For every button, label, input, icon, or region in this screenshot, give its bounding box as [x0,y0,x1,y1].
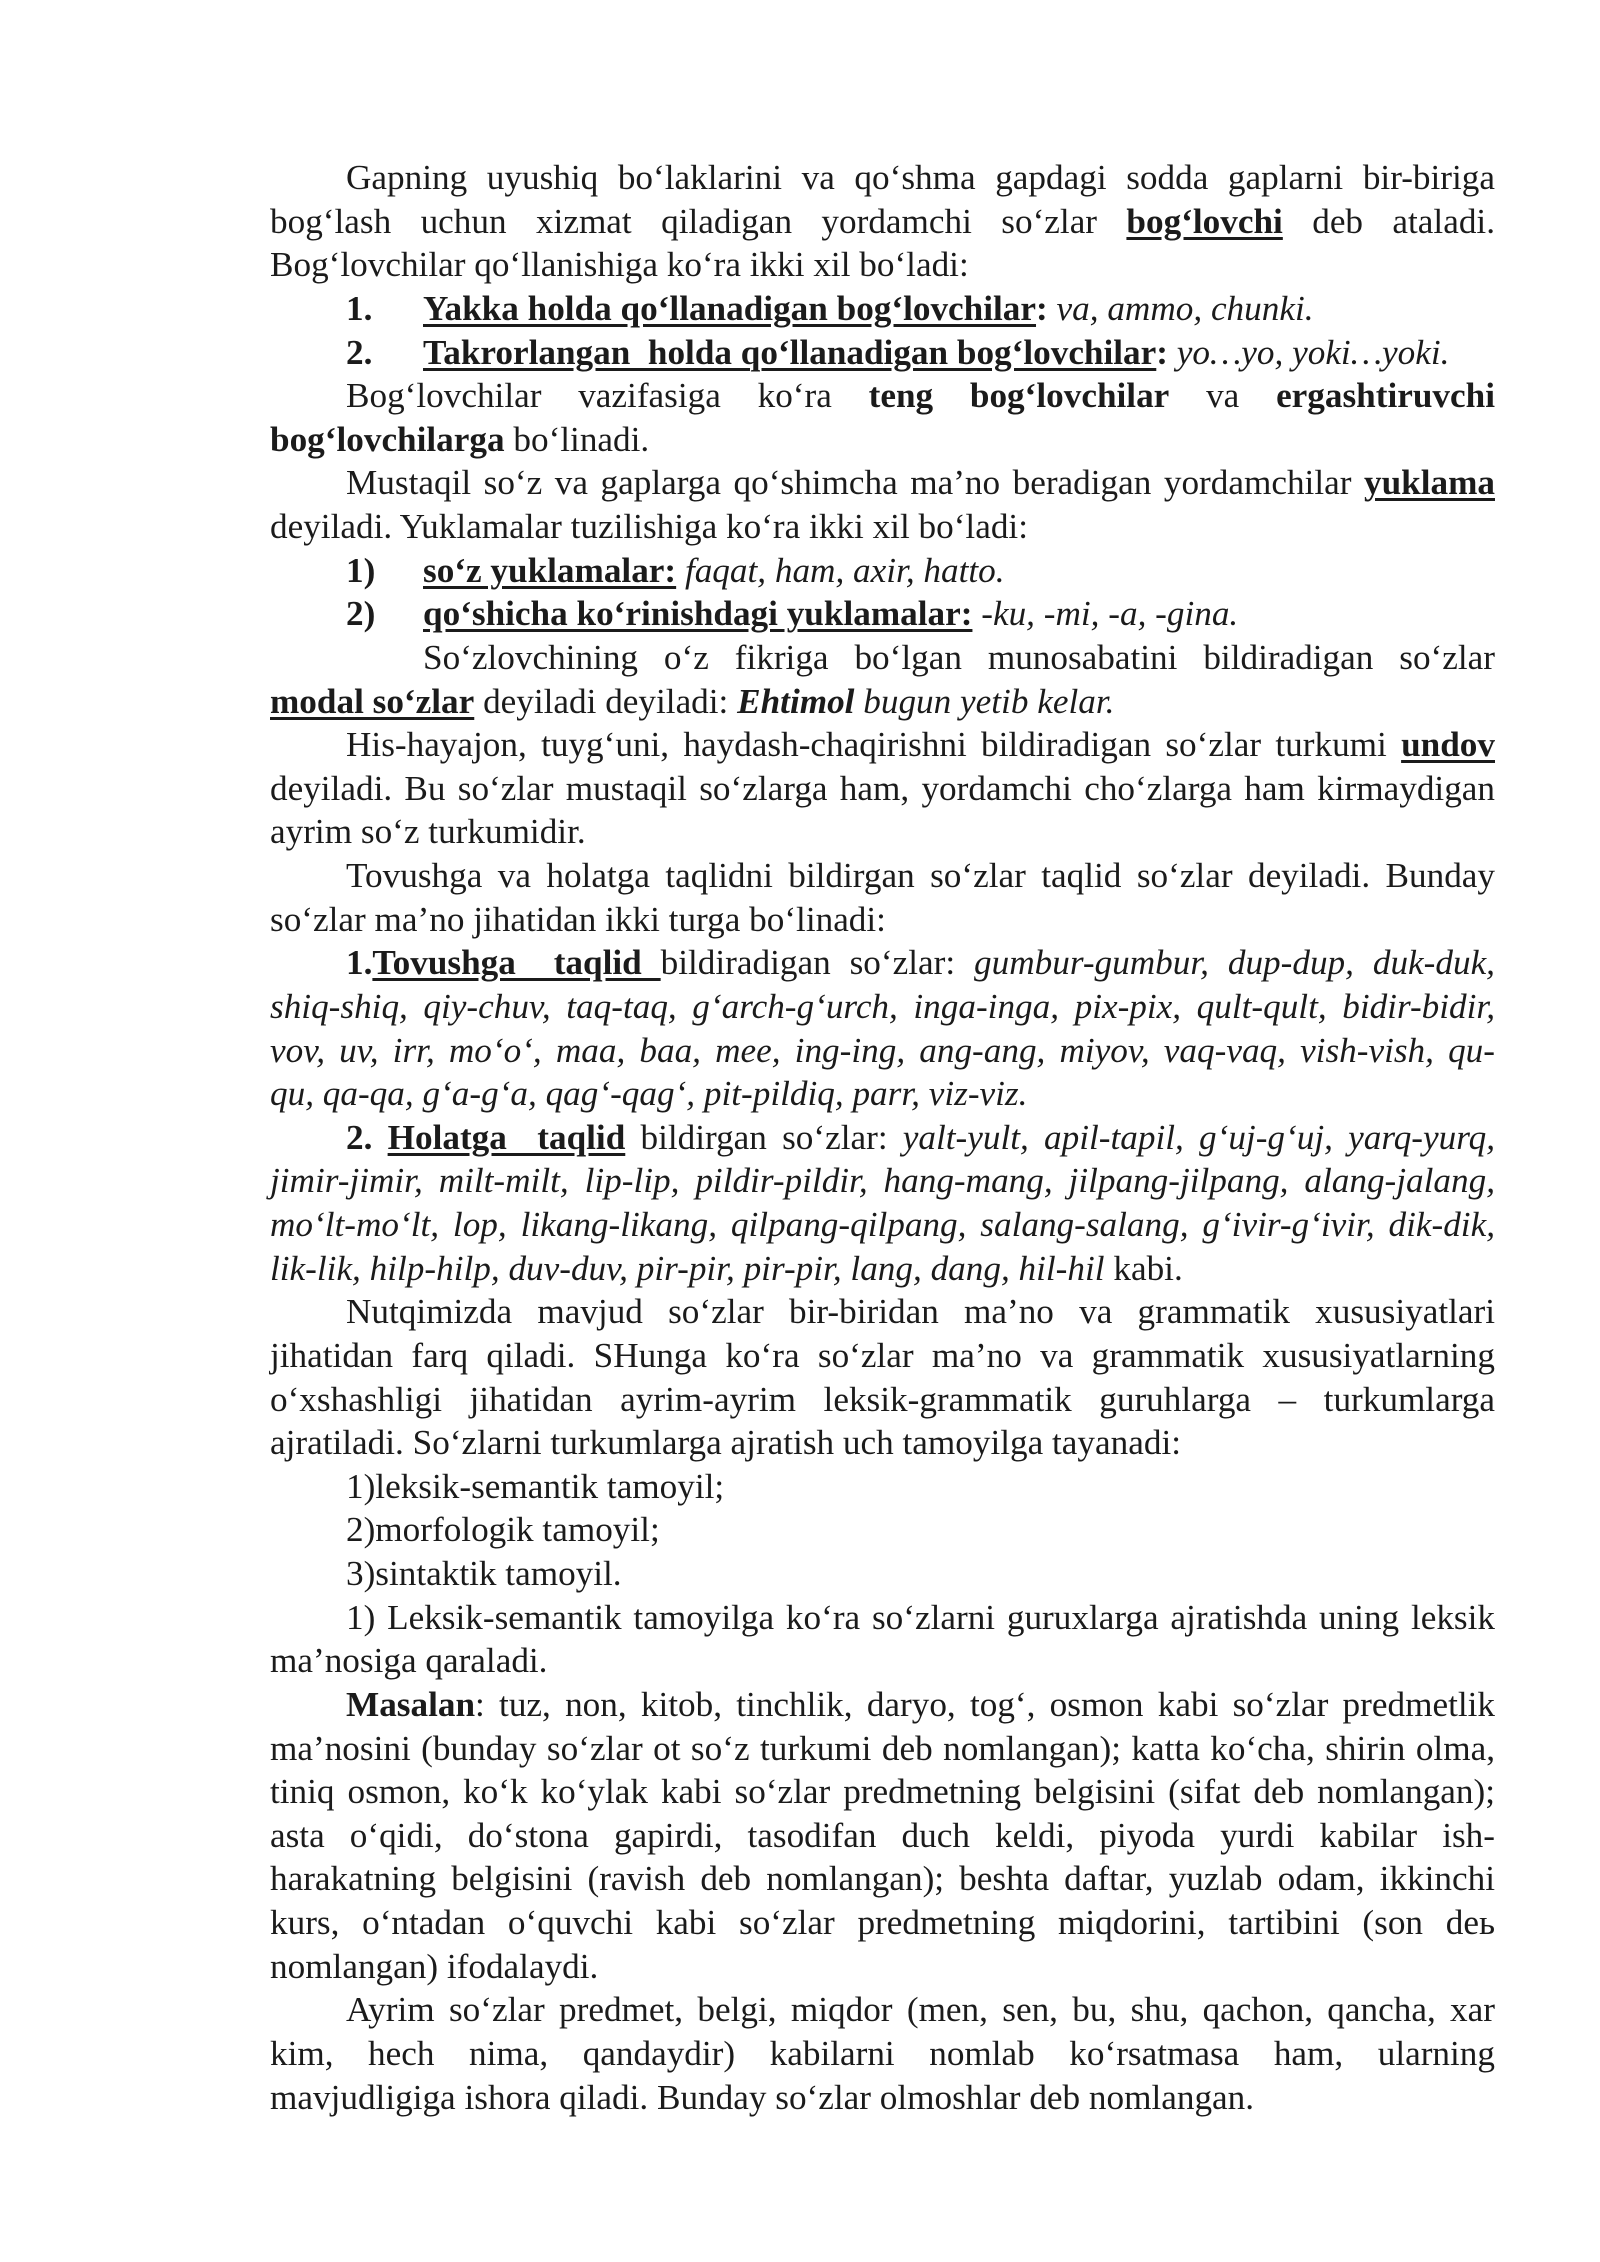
example-italic: qu, qa-qa, g‘a-g‘a, qag‘-qag‘, pit-pildiq, parr, viz-viz. [270,1074,1028,1114]
paragraph-sound-imitation [270,941,1495,1116]
text-run: deyiladi deyiladi: [474,681,738,721]
text-run: Nutqimizda mavjud so‘zlar bir-biridan ma’no va grammatik xususiyatlari [346,1292,1495,1332]
text-line [270,1857,1495,1901]
list-conjunction-types [270,287,1495,374]
text-run: Bog‘lovchilar qo‘llanishiga ko‘ra ikki xil bo‘ladi: [270,245,969,285]
text-line [270,767,1495,811]
text-line [270,1029,1495,1073]
term-underlined: so‘z yuklamalar: [423,550,677,590]
list-item [270,331,1495,375]
text-run: : tuz, non, kitob, tinchlik, daryo, tog‘, osmon kabi so‘zlar predmetlik [475,1684,1495,1724]
text-run: harakatning belgisini (ravish deb nomlangan); beshta daftar, yuzlab odam, ikkinchi [270,1859,1495,1899]
text-line [270,1770,1495,1814]
text-line [270,1945,1495,1989]
term-bold: teng bog‘lovchilar [868,376,1170,416]
paragraph-examples [270,1683,1495,1988]
term-underlined: bog‘lovchi [1126,201,1283,241]
text-line [270,1596,1495,1640]
text-run: 2)morfologik tamoyil; [346,1510,660,1550]
example-italic: mo‘lt-mo‘lt, lop, likang-likang, qilpang-qilpang, salang-salang, g‘ivir-g‘ivir, dik-dik, [270,1205,1495,1244]
term-underlined: Takrorlangan holda qo‘llanadigan bog‘lovchilar [423,332,1157,372]
text-line [270,1683,1495,1727]
text-line [270,941,1495,985]
term-underlined: undov [1401,725,1495,765]
example-italic: gumbur-gumbur, dup-dup, duk-duk, [974,943,1495,983]
text-line [270,1247,1495,1291]
list-number: 2. [346,332,373,372]
text-run: mavjudligiga ishora qiladi. Bunday so‘zlar olmoshlar deb nomlangan. [270,2077,1255,2117]
term-underlined: yuklama [1363,463,1495,503]
text-line [270,1727,1495,1771]
text-line [270,2032,1495,2076]
list-number: 1. [346,288,373,328]
list-item [270,549,1495,593]
text-line [270,1072,1495,1116]
text-line [270,1290,1495,1334]
list-principles [270,1465,1495,1596]
text-run: deyiladi. Yuklamalar tuzilishiga ko‘ra ikki xil bo‘ladi: [270,507,1028,546]
text-run: deyiladi. Bu so‘zlar mustaqil so‘zlarga ham, yordamchi cho‘zlarga ham kirmaydigan [270,768,1495,808]
paragraph-conjunctions-definition [270,156,1495,287]
text-run: jihatidan farq qiladi. SHunga ko‘ra so‘zlar ma’no va grammatik xususiyatlarning [270,1335,1495,1375]
text-run: nomlangan) ifodalaydi. [270,1946,599,1986]
paragraph-lexical-semantic [270,1596,1495,1683]
term-underlined: qo‘shicha ko‘rinishdagi yuklamalar: [423,594,973,634]
text-run: ma’nosini (bunday so‘zlar ot so‘z turkumi deb nomlangan); katta ko‘cha, shirin olma, [270,1728,1495,1768]
text-run: His-hayajon, tuyg‘uni, haydash-chaqirishni bildiradigan so‘zlar turkumi [346,725,1402,765]
text-run: Bog‘lovchilar vazifasiga ko‘ra [346,376,869,416]
example-italic: vov, uv, irr, mo‘o‘, maa, baa, mee, ing-ing, ang-ang, miyov, vaq-vaq, vish-vish, qu- [270,1030,1495,1070]
text-line [270,1901,1495,1945]
example-italic: yo…yo, yoki…yoki. [1168,332,1450,372]
text-run: kurs, o‘ntadan o‘quvchi kabi so‘zlar predmetning miqdorini, tartibini (son deь [270,1903,1495,1942]
text-run: bog‘lash uchun xizmat qiladigan yordamchi so‘zlar [270,201,1127,241]
text-run: 3)sintaktik tamoyil. [346,1554,622,1593]
list-item [270,592,1495,636]
text-line [270,680,1495,724]
text-run: Mustaqil so‘z va gaplarga qo‘shimcha ma’no beradigan yordamchilar [346,463,1364,503]
text-line [270,810,1495,854]
paragraph-pronouns [270,1988,1495,2119]
term-underlined: Tovushga taqlid [372,943,661,983]
text-line [270,243,1495,287]
text-run: va [1169,376,1277,416]
document-page [270,156,1495,2119]
text-run: ayrim so‘z turkumidir. [270,812,586,852]
paragraph-word-classes [270,1290,1495,1465]
text-line [270,461,1495,505]
text-run: o‘xshashligi jihatidan ayrim-ayrim leksik-grammatik guruhlarga – turkumlarga [270,1379,1495,1419]
term-underlined: modal so‘zlar [270,681,475,721]
paragraph-particles-definition [270,461,1495,548]
text-run: Gapning uyushiq bo‘laklarini va qo‘shma gapdagi sodda gaplarni bir-biriga [346,158,1495,197]
text-run: ajratiladi. So‘zlarni turkumlarga ajratish uch tamoyilga tayanadi: [270,1423,1181,1463]
example-italic: va, ammo, chunki. [1047,288,1314,328]
text-run: kabi. [1104,1248,1183,1288]
text-line [270,156,1495,200]
text-run: Tovushga va holatga taqlidni bildirgan so‘zlar taqlid so‘zlar deyiladi. Bunday [346,856,1495,895]
example-italic: jimir-jimir, milt-milt, lip-lip, pildir-pildir, hang-mang, jilpang-jilpang, alang-jalang, [270,1161,1495,1201]
paragraph-modal-words [270,636,1495,723]
text-run: 1) Leksik-semantik tamoyilga ko‘ra so‘zlarni guruxlarga ajratishda uning leksik [346,1597,1495,1637]
example-italic: -ku, -mi, -a, -gina. [972,594,1239,634]
list-item [270,287,1495,331]
text-run: kim, hech nima, qandaydir) kabilarni nomlab ko‘rsatmasa ham, ularning [270,2033,1495,2073]
text-line [270,1814,1495,1858]
text-run: so‘zlar ma’no jihatidan ikki turga bo‘linadi: [270,899,886,939]
text-line [270,854,1495,898]
text-run: asta o‘qidi, do‘stona gapirdi, tasodifan duch keldi, piyoda yurdi kabilar ish- [270,1815,1495,1855]
paragraph-imitative-words [270,854,1495,941]
text-line [270,374,1495,418]
term-bold: ergashtiruvchi [1276,376,1495,416]
text-line [270,200,1495,244]
paragraph-state-imitation [270,1116,1495,1291]
text-line [270,1334,1495,1378]
text-run: ma’nosiga qaraladi. [270,1641,548,1681]
text-line [270,1378,1495,1422]
list-item [270,1508,1495,1552]
text-line [270,985,1495,1029]
term-underlined: Holatga taqlid [387,1117,626,1157]
example-italic: faqat, ham, axir, hatto. [676,550,1005,590]
term-bold: : [1156,332,1168,372]
list-item [270,1465,1495,1509]
text-run: bildiradigan so‘zlar: [660,943,975,983]
list-number: 2. [346,1117,388,1157]
example-italic: yalt-yult, apil-tapil, g‘uj-g‘uj, yarq-yurq, [902,1117,1496,1157]
text-line [270,1639,1495,1683]
term-underlined: Yakka holda qo‘llanadigan bog‘lovchilar [423,288,1037,328]
text-line [270,1988,1495,2032]
text-run: deb ataladi. [1282,201,1495,241]
example-italic: lik-lik, hilp-hilp, duv-duv, pir-pir, pir-pir, lang, dang, hil-hil [270,1248,1105,1288]
text-line [270,418,1495,462]
term-bold: bog‘lovchilarga [270,419,505,459]
text-run: 1)leksik-semantik tamoyil; [346,1466,725,1506]
text-run: bo‘linadi. [504,419,650,459]
list-number: 1) [346,550,376,590]
text-line [270,1203,1495,1247]
text-run: bildirgan so‘zlar: [625,1117,903,1157]
list-number: 1. [346,943,373,983]
text-line [270,505,1495,549]
text-line [270,2076,1495,2120]
paragraph-conjunction-functions [270,374,1495,461]
text-line [270,898,1495,942]
text-run: tiniq osmon, ko‘k ko‘ylak kabi so‘zlar predmetning belgisini (sifat deb nomlangan); [270,1772,1495,1812]
text-line [270,1421,1495,1465]
list-particle-types [270,549,1495,636]
text-line [270,723,1495,767]
text-run: So‘zlovchining o‘z fikriga bo‘lgan munosabatini bildiradigan so‘zlar [423,637,1495,677]
example-italic: bugun yetib kelar. [854,681,1115,721]
term-bold: : [1036,288,1048,328]
paragraph-interjections [270,723,1495,854]
list-item [270,1552,1495,1596]
example-italic: shiq-shiq, qiy-chuv, taq-taq, g‘arch-g‘urch, inga-inga, pix-pix, qult-qult, bidir-bidir, [270,986,1495,1026]
term-bold: Masalan [346,1684,476,1724]
list-number: 2) [346,594,376,634]
text-line [270,636,1495,680]
text-line [270,1159,1495,1203]
text-line [270,1116,1495,1160]
example-bold-italic: Ehtimol [737,681,855,721]
text-run: Ayrim so‘zlar predmet, belgi, miqdor (men, sen, bu, shu, qachon, qancha, xar [346,1990,1495,2030]
